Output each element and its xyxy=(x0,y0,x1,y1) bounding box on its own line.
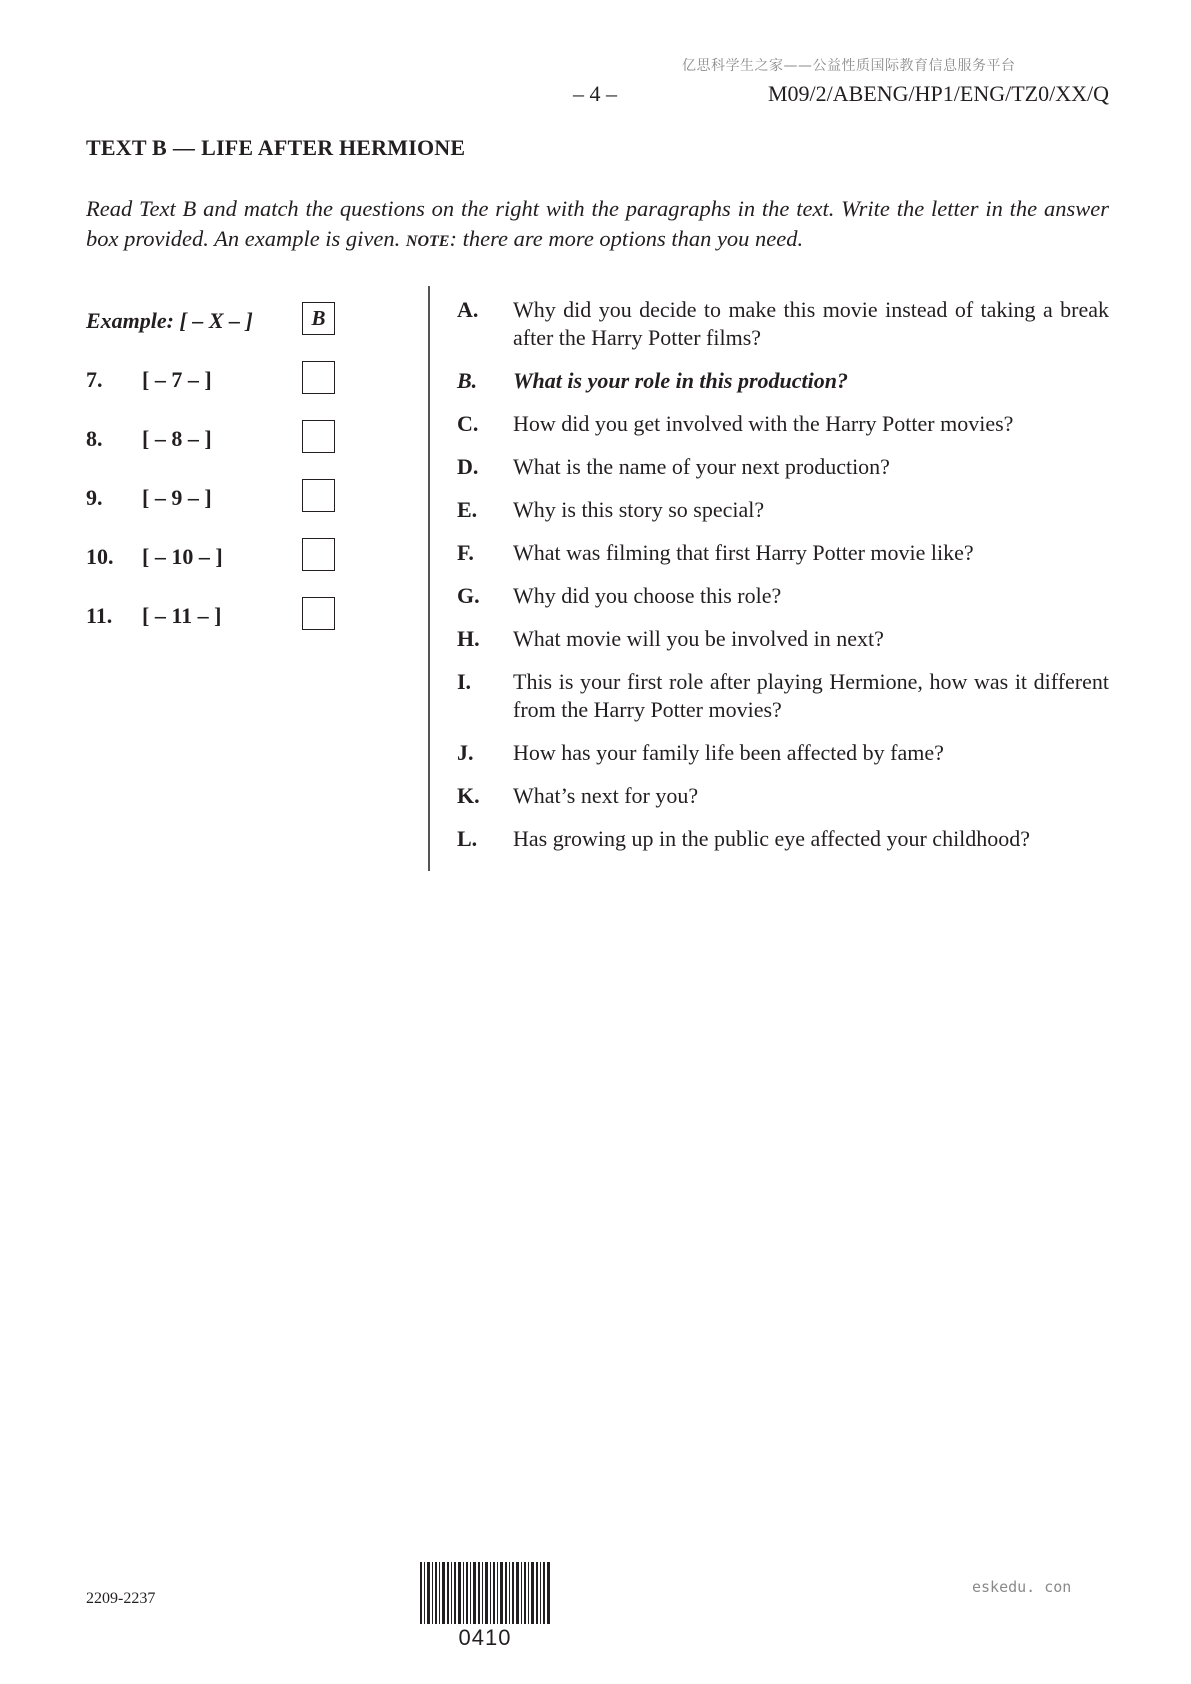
option-text: What was filming that first Harry Potter movie like? xyxy=(513,540,974,565)
option-letter: B. xyxy=(457,368,478,393)
option-i xyxy=(457,668,1109,724)
option-a xyxy=(457,296,1109,352)
option-letter: F. xyxy=(457,540,474,565)
section-label: TEXT B xyxy=(86,135,167,160)
option-l xyxy=(457,825,1109,853)
question-row-8 xyxy=(86,420,386,479)
option-text: How has your family life been affected by fame? xyxy=(513,740,944,765)
option-text: What movie will you be involved in next? xyxy=(513,626,884,651)
option-d xyxy=(457,453,1109,481)
answer-box-8[interactable] xyxy=(302,420,335,453)
footer-code: 2209-2237 xyxy=(86,1590,156,1607)
section-name: LIFE AFTER HERMIONE xyxy=(201,135,466,160)
question-row-7 xyxy=(86,361,386,420)
answer-box-7[interactable] xyxy=(302,361,335,394)
page-number: – 4 – xyxy=(573,81,617,106)
question-row-10 xyxy=(86,538,386,597)
option-letter: J. xyxy=(457,740,474,765)
option-letter: G. xyxy=(457,583,480,608)
question-ref: [ – 10 – ] xyxy=(142,544,223,569)
question-ref: [ – 7 – ] xyxy=(142,367,212,392)
question-number: 11. xyxy=(86,603,113,628)
option-letter: K. xyxy=(457,783,480,808)
question-row-9 xyxy=(86,479,386,538)
option-text: Has growing up in the public eye affected your childhood? xyxy=(513,826,1031,851)
option-letter: I. xyxy=(457,669,472,694)
example-ref: Example: [ – X – ] xyxy=(86,308,253,333)
option-letter: E. xyxy=(457,497,478,522)
option-letter: H. xyxy=(457,626,480,651)
option-text: What is the name of your next production? xyxy=(513,454,890,479)
option-text: Why is this story so special? xyxy=(513,497,765,522)
note-label: NOTE xyxy=(405,233,450,250)
note-text: : there are more options than you need. xyxy=(449,226,804,251)
example-row xyxy=(86,302,386,361)
question-ref: [ – 8 – ] xyxy=(142,426,212,451)
barcode-number: 0410 xyxy=(458,1625,512,1650)
column-divider xyxy=(428,286,430,871)
option-text: Why did you choose this role? xyxy=(513,583,782,608)
question-list xyxy=(86,302,386,656)
option-b xyxy=(457,367,1109,395)
option-letter: D. xyxy=(457,454,479,479)
section-dash: — xyxy=(172,135,196,160)
option-text: How did you get involved with the Harry Potter movies? xyxy=(513,411,1014,436)
option-list xyxy=(457,296,1109,868)
option-h xyxy=(457,625,1109,653)
question-number: 10. xyxy=(86,544,114,569)
example-answer-box: B xyxy=(302,302,335,335)
instructions xyxy=(86,194,1109,257)
question-number: 7. xyxy=(86,367,103,392)
option-c xyxy=(457,410,1109,438)
barcode-icon xyxy=(420,1562,550,1624)
question-ref: [ – 9 – ] xyxy=(142,485,212,510)
watermark-text: 亿思科学生之家——公益性质国际教育信息服务平台 xyxy=(682,58,1016,74)
question-number: 9. xyxy=(86,485,103,510)
option-letter: C. xyxy=(457,411,479,436)
option-letter: A. xyxy=(457,297,479,322)
section-title xyxy=(86,135,465,161)
answer-box-11[interactable] xyxy=(302,597,335,630)
question-row-11 xyxy=(86,597,386,656)
option-f xyxy=(457,539,1109,567)
site-watermark: eskedu. con xyxy=(972,1578,1072,1596)
option-text: Why did you decide to make this movie instead of taking a break after the Harry Potter films? xyxy=(513,297,1109,350)
option-text: This is your first role after playing Hermione, how was it different from the Harry Potter movies? xyxy=(513,669,1109,722)
option-text: What is your role in this production? xyxy=(513,368,848,393)
answer-box-10[interactable] xyxy=(302,538,335,571)
option-j xyxy=(457,739,1109,767)
option-k xyxy=(457,782,1109,810)
question-ref: [ – 11 – ] xyxy=(142,603,222,628)
option-e xyxy=(457,496,1109,524)
option-letter: L. xyxy=(457,826,478,851)
option-text: What’s next for you? xyxy=(513,783,699,808)
answer-box-9[interactable] xyxy=(302,479,335,512)
question-number: 8. xyxy=(86,426,103,451)
option-g xyxy=(457,582,1109,610)
instructions-text: Read Text B and match the questions on the right with the paragraphs in the text. Write the letter in the answer box provided. An example is given. xyxy=(86,196,1109,251)
paper-code: M09/2/ABENG/HP1/ENG/TZ0/XX/Q xyxy=(768,81,1109,106)
